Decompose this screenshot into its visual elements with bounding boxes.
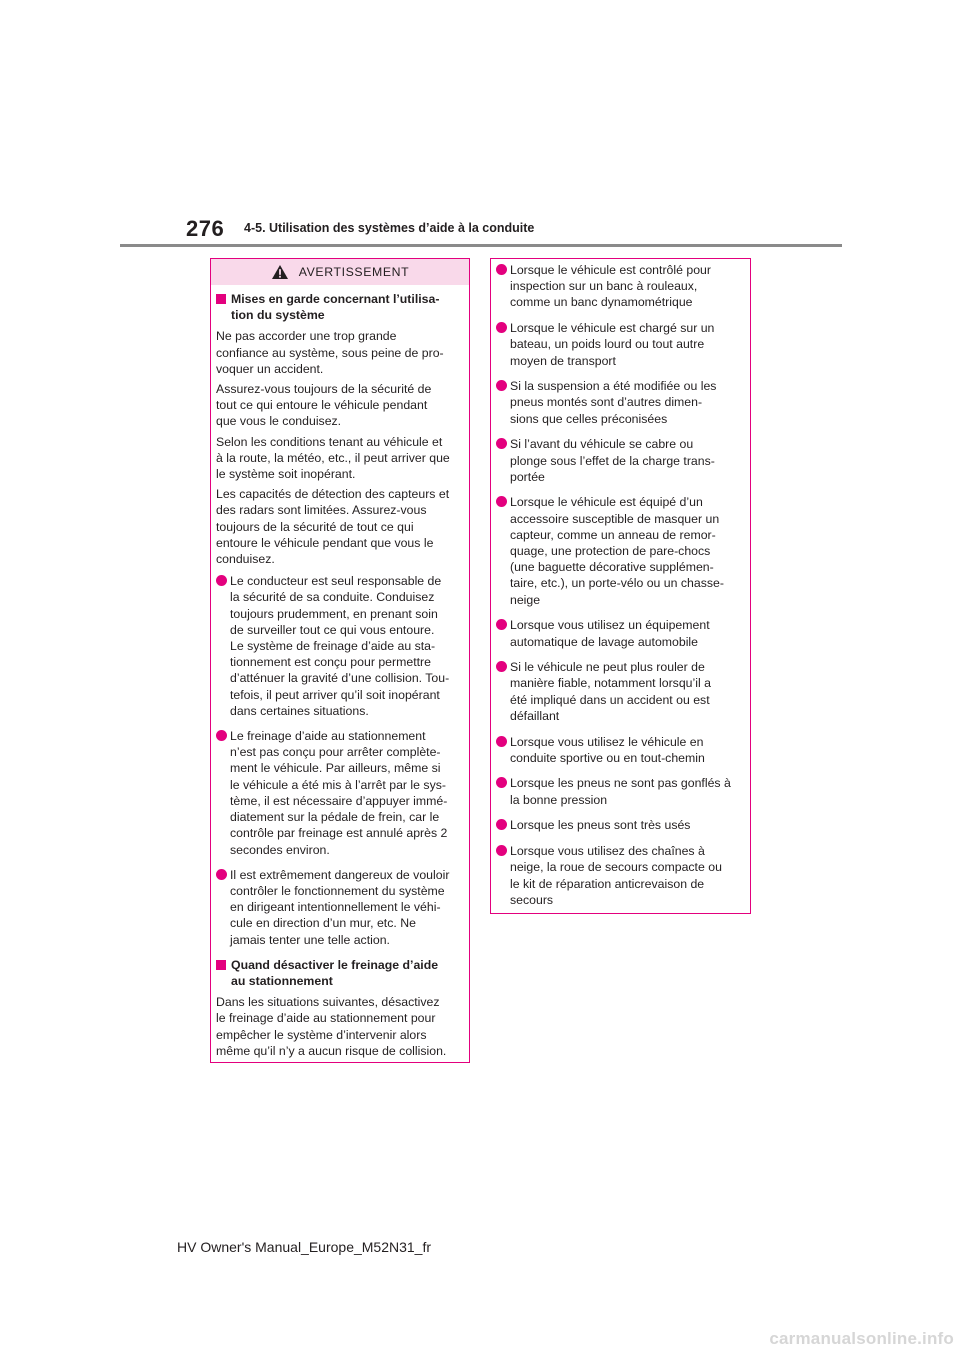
round-bullet-icon — [496, 819, 507, 830]
bullet-item — [496, 494, 744, 607]
warning-triangle-icon — [271, 264, 289, 280]
bullet-text: Lorsque vous utilisez des chaînes à neige, la roue de secours compacte ou le kit de réparation anticrevaison de secours — [510, 844, 722, 907]
warning-box-right — [490, 258, 751, 914]
bullet-text: Le conducteur est seul responsable de la sécurité de sa conduite. Conduisez toujours prudemment, en prenant soin de surveiller tout ce qui vous entoure. Le système de freinage d’aide au sta- tionnement est conçu pour permettre d’atténuer la gravité d’une collision. Tou- tefois, il peut arriver qu’il soit inopérant dans certaines situations. — [230, 574, 450, 718]
paragraph: Les capacités de détection des capteurs et des radars sont limitées. Assurez-vous toujours de la sécurité de tout ce qui entoure le véhicule pendant que vous le conduisez. — [216, 487, 450, 567]
bullet-item — [496, 659, 744, 724]
round-bullet-icon — [496, 322, 507, 333]
warning-body-left — [211, 285, 469, 1059]
bullet-text: Si le véhicule ne peut plus rouler de manière fiable, notamment lorsqu’il a été impliqué dans un accident ou est défaillant — [510, 660, 711, 723]
bullet-item — [496, 436, 744, 485]
bullet-item — [496, 378, 744, 427]
bullet-item — [216, 728, 463, 858]
bullet-text: Le freinage d’aide au stationnement n’est pas conçu pour arrêter complète- ment le véhicule. Par ailleurs, même si le véhicule a été mis à l’arrêt par le sys- tème, il est nécessaire d’appuyer immé- diatement sur la pédale de frein, car le contrôle par freinage est annulé après 2 secondes environ. — [230, 729, 448, 857]
round-bullet-icon — [216, 730, 227, 741]
paragraph: Dans les situations suivantes, désactivez le freinage d’aide au stationnement pour empêcher le système d’intervenir alors même qu’il n’y a aucun risque de collision. — [216, 995, 447, 1058]
bullet-text: Lorsque les pneus sont très usés — [510, 818, 691, 833]
warning-box-left — [210, 258, 470, 1063]
round-bullet-icon — [496, 736, 507, 747]
bullet-text: Si l’avant du véhicule se cabre ou plonge sous l’effet de la charge trans- portée — [510, 437, 715, 484]
round-bullet-icon — [496, 438, 507, 449]
bullet-text: Lorsque le véhicule est équipé d’un accessoire susceptible de masquer un capteur, comme un anneau de remor- quage, une protection de pare-chocs (une baguette décorative supplémen- taire, etc.), un porte-vélo ou un chasse- neige — [510, 495, 724, 607]
paragraph: Selon les conditions tenant au véhicule et à la route, la météo, etc., il peut arriver que le système soit inopérant. — [216, 434, 450, 482]
square-bullet-icon — [216, 294, 226, 304]
bullet-item — [496, 843, 744, 908]
paragraph: Assurez-vous toujours de la sécurité de tout ce qui entoure le véhicule pendant que vous le conduisez. — [216, 382, 432, 429]
round-bullet-icon — [496, 496, 507, 507]
round-bullet-icon — [496, 619, 507, 630]
heading-system-precautions — [216, 291, 463, 323]
bullet-text: Lorsque les pneus ne sont pas gonflés à la bonne pression — [510, 776, 731, 807]
round-bullet-icon — [496, 845, 507, 856]
bullet-item — [496, 617, 744, 649]
bullet-text: Il est extrêmement dangereux de vouloir contrôler le fonctionnement du système en dirigeant intentionnellement le véhi- cule en direction d’un mur, etc. Ne jamais tenter une telle action. — [230, 867, 450, 947]
round-bullet-icon — [216, 869, 227, 880]
bullet-item — [496, 775, 744, 807]
bullet-item — [496, 734, 744, 766]
bullet-text: Lorsque le véhicule est contrôlé pour inspection sur un banc à rouleaux, comme un banc dynamométrique — [510, 263, 711, 310]
heading-when-to-disable — [216, 957, 463, 989]
round-bullet-icon — [216, 575, 227, 586]
round-bullet-icon — [496, 777, 507, 788]
square-bullet-icon — [216, 960, 226, 970]
bullet-item — [496, 320, 744, 369]
header-rule — [120, 244, 842, 247]
footer-manual-id: HV Owner's Manual_Europe_M52N31_fr — [177, 1239, 432, 1255]
page-number: 276 — [186, 216, 225, 241]
watermark: carmanualsonline.info — [769, 1329, 954, 1348]
bullet-text: Lorsque vous utilisez un équipement automatique de lavage automobile — [510, 618, 710, 649]
bullet-item — [216, 573, 463, 719]
round-bullet-icon — [496, 661, 507, 672]
warning-header — [211, 259, 469, 285]
bullet-item — [216, 867, 463, 948]
heading-text: Mises en garde concernant l’utilisa- tion du système — [231, 292, 440, 323]
bullet-item — [496, 262, 744, 311]
round-bullet-icon — [496, 380, 507, 391]
bullet-text: Lorsque vous utilisez le véhicule en conduite sportive ou en tout-chemin — [510, 734, 705, 765]
heading-text: Quand désactiver le freinage d’aide au stationnement — [231, 957, 439, 988]
section-title: 4-5. Utilisation des systèmes d’aide à la conduite — [244, 221, 535, 235]
bullet-text: Lorsque le véhicule est chargé sur un bateau, un poids lourd ou tout autre moyen de transport — [510, 321, 715, 368]
bullet-item — [496, 817, 744, 833]
paragraph: Ne pas accorder une trop grande confiance au système, sous peine de pro- voquer un accident. — [216, 329, 444, 376]
warning-body-right — [491, 259, 750, 908]
warning-title: AVERTISSEMENT — [298, 264, 410, 279]
round-bullet-icon — [496, 264, 507, 275]
bullet-text: Si la suspension a été modifiée ou les pneus montés sont d’autres dimen- sions que celles préconisées — [510, 379, 717, 426]
